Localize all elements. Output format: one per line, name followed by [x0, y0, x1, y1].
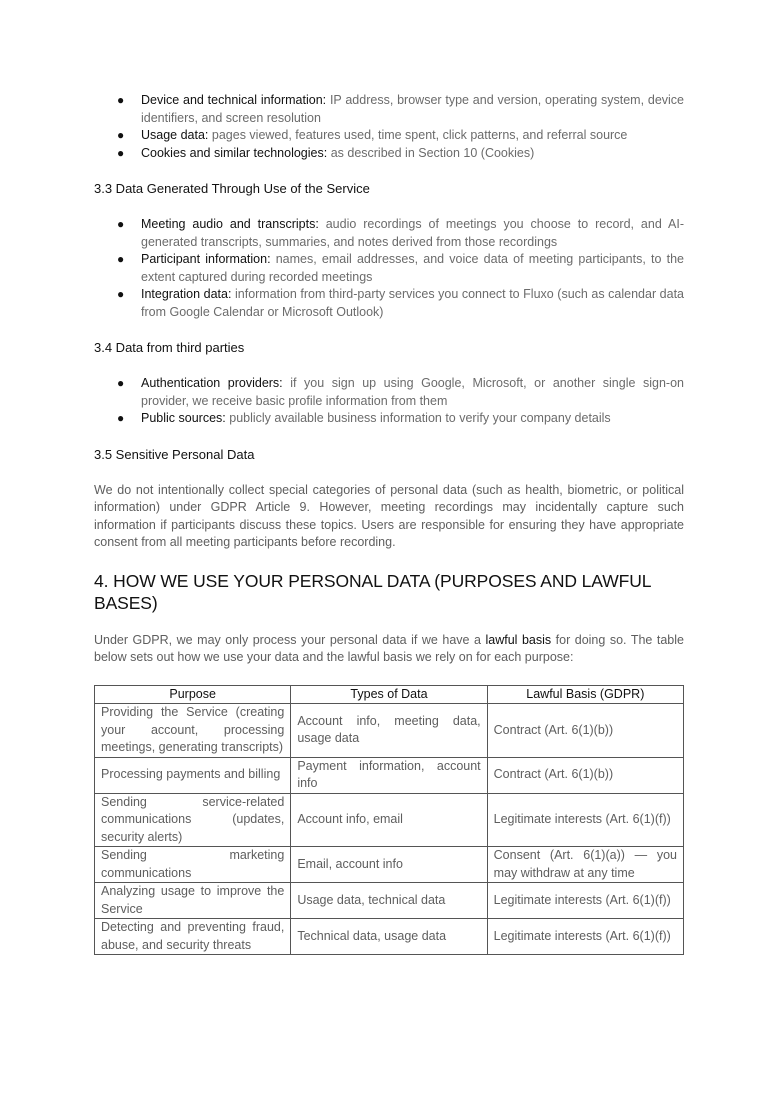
column-header: Lawful Basis (GDPR) — [487, 685, 683, 704]
intro-text: Under GDPR, we may only process your personal data if we have a — [94, 632, 486, 647]
list-item — [117, 375, 684, 410]
table-row — [95, 793, 684, 847]
list-item — [117, 286, 684, 321]
paragraph-intro — [94, 632, 684, 667]
table-cell: Contract (Art. 6(1)(b)) — [487, 704, 683, 758]
list-item — [117, 216, 684, 251]
bullet-icon: ● — [117, 217, 125, 231]
bullet-term: Integration data: — [141, 287, 232, 301]
bullet-text: audio recordings of meetings you choose to record, and AI-generated transcripts, summaries, and notes derived from those recordings — [141, 217, 684, 249]
table-cell: Payment information, account info — [291, 757, 487, 793]
list-item — [117, 92, 684, 127]
table-cell: Legitimate interests (Art. 6(1)(f)) — [487, 793, 683, 847]
bullet-text: if you sign up using Google, Microsoft, or another single sign-on provider, we receive basic profile information from them — [141, 376, 684, 408]
bullet-icon: ● — [117, 128, 125, 142]
table-row — [95, 883, 684, 919]
intro-bold: lawful basis — [485, 632, 552, 647]
list-item — [117, 127, 684, 145]
list-item — [117, 145, 684, 163]
list-item — [117, 251, 684, 286]
bullet-list-top — [94, 92, 684, 162]
bullet-icon: ● — [117, 411, 125, 425]
bullet-term: Device and technical information: — [141, 93, 327, 107]
table-cell: Analyzing usage to improve the Service — [95, 883, 291, 919]
table-cell: Sending marketing communications — [95, 847, 291, 883]
paragraph-sensitive-data: We do not intentionally collect special categories of personal data (such as health, biometric, or political information) under GDPR Article 9. However, meeting recordings may incidentally capture such information if participants discuss these topics. Users are responsible for ensuring they have appropriate consent from all meeting participants before recording. — [94, 482, 684, 549]
bullet-list-3-4 — [94, 375, 684, 428]
table-cell: Detecting and preventing fraud, abuse, and security threats — [95, 919, 291, 955]
bullet-term: Public sources: — [141, 411, 226, 425]
bullet-list-3-3 — [94, 216, 684, 321]
bullet-icon: ● — [117, 252, 125, 266]
bullet-text: publicly available business information to verify your company details — [225, 411, 611, 425]
bullet-text: as described in Section 10 (Cookies) — [327, 145, 535, 160]
bullet-term: Usage data: — [141, 128, 209, 142]
bullet-term: Meeting audio and transcripts: — [141, 217, 319, 231]
column-header: Purpose — [95, 685, 291, 704]
table-cell: Consent (Art. 6(1)(a)) — you may withdraw at any time — [487, 847, 683, 883]
table-cell: Email, account info — [291, 847, 487, 883]
section-heading-3-4: 3.4 Data from third parties — [94, 340, 245, 355]
table-cell: Providing the Service (creating your account, processing meetings, generating transcripts) — [95, 704, 291, 758]
list-item — [117, 410, 684, 428]
table-cell: Legitimate interests (Art. 6(1)(f)) — [487, 919, 683, 955]
bullet-text: pages viewed, features used, time spent, click patterns, and referral source — [208, 128, 628, 142]
table-cell: Processing payments and billing — [95, 757, 291, 793]
bullet-icon: ● — [117, 93, 125, 107]
table-cell: Usage data, technical data — [291, 883, 487, 919]
section-heading-3-5: 3.5 Sensitive Personal Data — [94, 446, 255, 462]
bullet-term: Authentication providers: — [141, 376, 283, 390]
bullet-text: information from third-party services you connect to Fluxo (such as calendar data from Google Calendar or Microsoft Outlook) — [141, 287, 684, 319]
bullet-term: Participant information: — [141, 252, 271, 266]
table-cell: Sending service-related communications (updates, security alerts) — [95, 793, 291, 847]
bullet-icon: ● — [117, 145, 125, 160]
table-cell: Technical data, usage data — [291, 919, 487, 955]
table-cell: Legitimate interests (Art. 6(1)(f)) — [487, 883, 683, 919]
intro-text: for doing so. The table below sets out how we use your data and the lawful basis we rely on for each purpose: — [94, 632, 684, 664]
table-cell: Account info, email — [291, 793, 487, 847]
lawful-basis-table — [94, 685, 684, 956]
bullet-term: Cookies and similar technologies: — [141, 145, 328, 160]
table-cell: Contract (Art. 6(1)(b)) — [487, 757, 683, 793]
table-row — [95, 847, 684, 883]
table-cell: Account info, meeting data, usage data — [291, 704, 487, 758]
bullet-text: IP address, browser type and version, operating system, device identifiers, and screen resolution — [141, 93, 684, 125]
table-header-row — [95, 685, 684, 704]
bullet-icon: ● — [117, 287, 125, 301]
section-heading-4: 4. HOW WE USE YOUR PERSONAL DATA (PURPOSES AND LAWFUL BASES) — [94, 570, 651, 613]
table-row — [95, 757, 684, 793]
table-row — [95, 919, 684, 955]
column-header: Types of Data — [291, 685, 487, 704]
bullet-icon: ● — [117, 376, 125, 390]
document-page — [94, 92, 684, 955]
bullet-text: names, email addresses, and voice data of meeting participants, to the extent captured during recorded meetings — [141, 252, 684, 284]
section-heading-3-3: 3.3 Data Generated Through Use of the Service — [94, 181, 370, 196]
table-row — [95, 704, 684, 758]
